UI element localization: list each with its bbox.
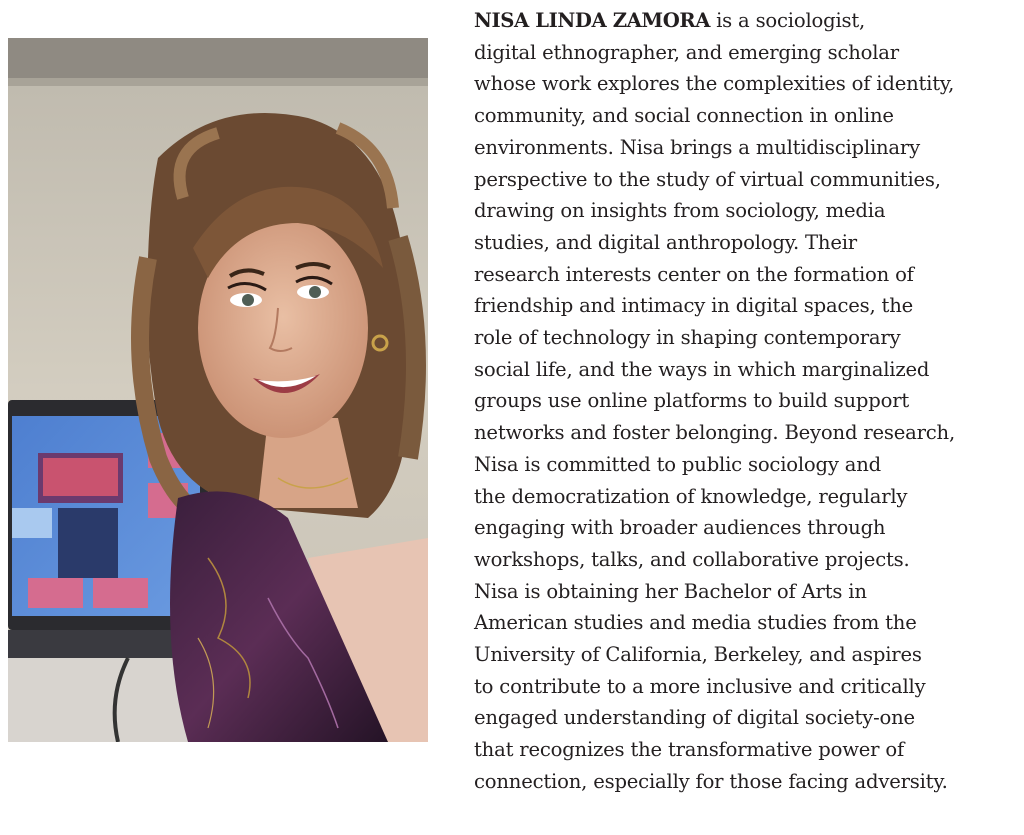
bio-line: that recognizes the transformative power of	[474, 738, 905, 762]
bio-line: University of California, Berkeley, and aspires	[474, 643, 922, 667]
bio-line: Nisa is committed to public sociology and	[474, 452, 882, 476]
person-name: NISA LINDA ZAMORA	[474, 9, 711, 32]
bio-line: whose work explores the complexities of identity,	[474, 72, 955, 96]
bio-line: digital ethnographer, and emerging scholar	[474, 40, 899, 64]
bio-line: groups use online platforms to build support	[474, 389, 910, 413]
bio-line: engaged understanding of digital society-one	[474, 706, 915, 730]
bio-line: networks and foster belonging. Beyond research,	[474, 421, 955, 445]
bio-line: Nisa is obtaining her Bachelor of Arts in	[474, 579, 867, 603]
bio-line: drawing on insights from sociology, media	[474, 199, 886, 223]
bio-line: to contribute to a more inclusive and critically	[474, 674, 926, 698]
bio-line: social life, and the ways in which marginalized	[474, 357, 930, 381]
bio-line: friendship and intimacy in digital spaces, the	[474, 294, 914, 318]
bio-line: workshops, talks, and collaborative projects.	[474, 547, 910, 571]
portrait-photo	[8, 38, 428, 742]
bio-line: engaging with broader audiences through	[474, 516, 886, 540]
bio-paragraph	[474, 5, 1014, 798]
bio-line: community, and social connection in online	[474, 104, 894, 128]
bio-line: research interests center on the formation of	[474, 262, 914, 286]
bio-line: studies, and digital anthropology. Their	[474, 230, 857, 254]
bio-line: American studies and media studies from the	[474, 611, 917, 635]
bio-line: perspective to the study of virtual communities,	[474, 167, 941, 191]
bio-first-line-text: is a sociologist,	[710, 9, 866, 32]
bio-line: role of technology in shaping contemporary	[474, 326, 901, 350]
portrait-illustration	[8, 38, 428, 742]
bio-line-first	[474, 5, 1014, 37]
bio-line: the democratization of knowledge, regularly	[474, 484, 908, 508]
bio-line: environments. Nisa brings a multidisciplinary	[474, 135, 920, 159]
bio-line: connection, especially for those facing adversity.	[474, 769, 948, 793]
